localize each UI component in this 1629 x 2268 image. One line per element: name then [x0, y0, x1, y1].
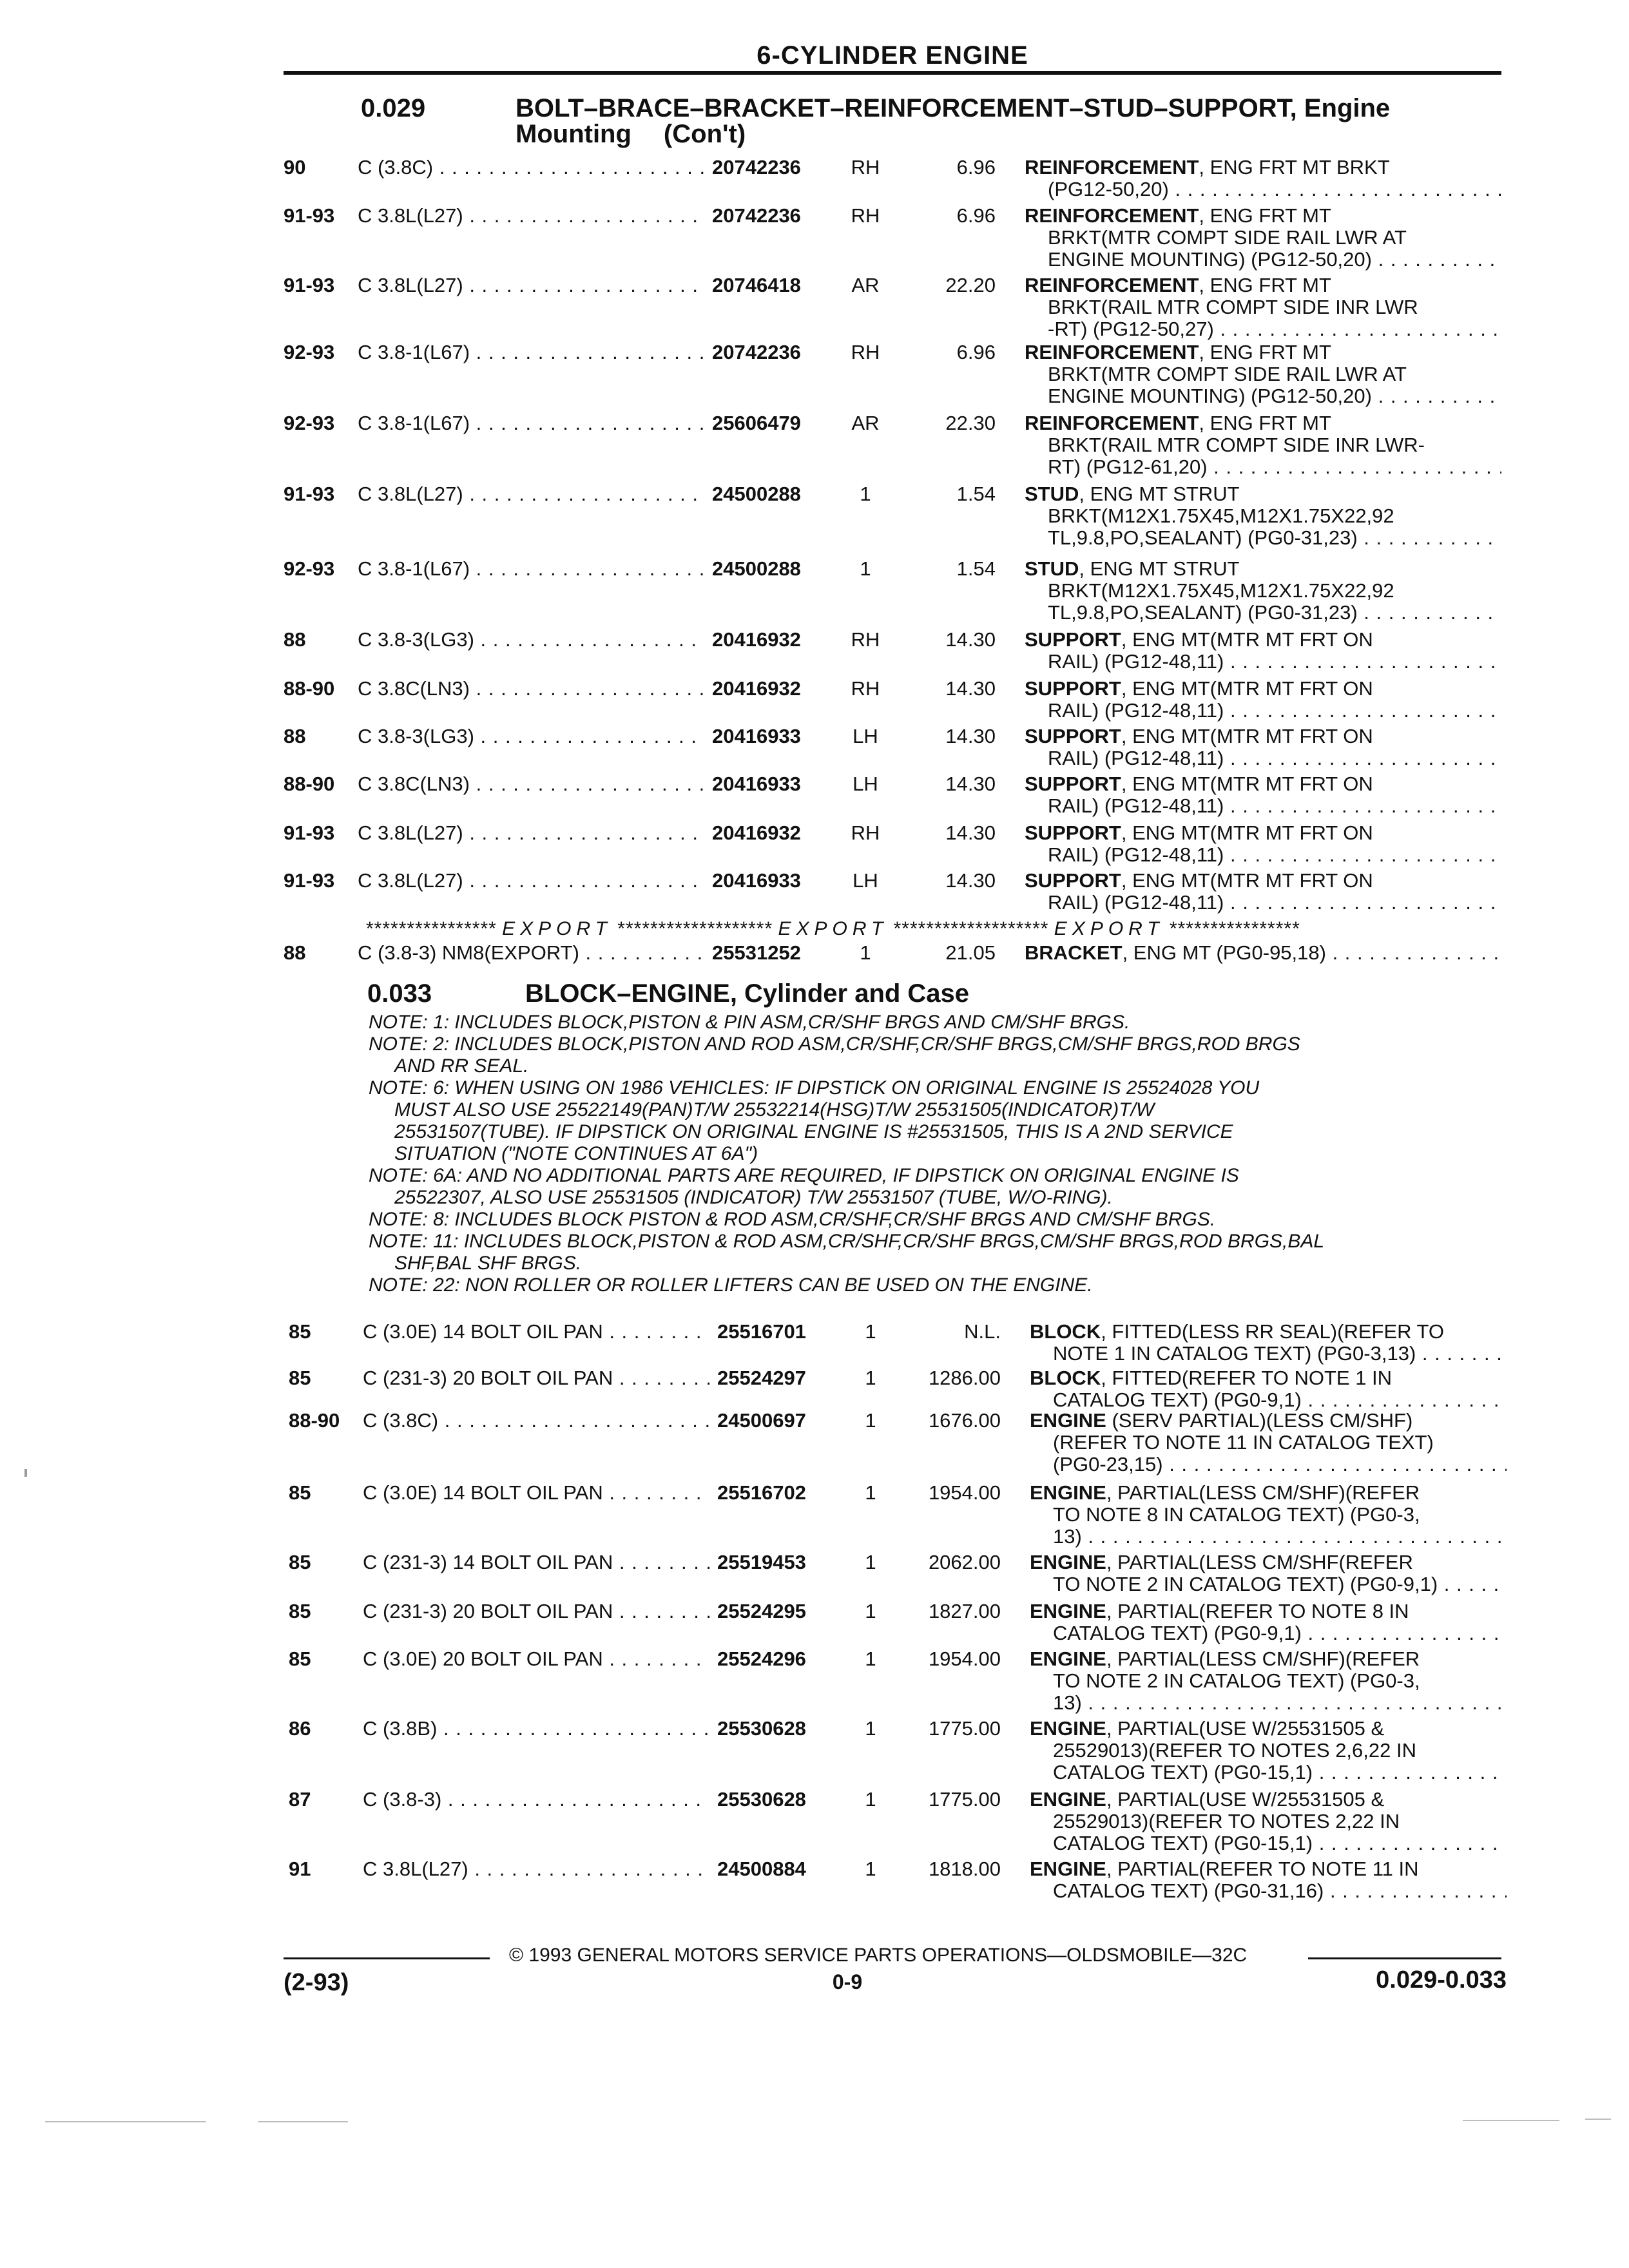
model-year: 92-93 [284, 557, 335, 580]
description-line: 13) . . . [1030, 1526, 1507, 1548]
price: 1.54 [956, 557, 996, 580]
part-number: 24500697 [717, 1409, 806, 1432]
note-line: NOTE: 22: NON ROLLER OR ROLLER LIFTERS CAN BE USED ON THE ENGINE. [369, 1274, 1093, 1296]
part-name: ENGINE [1030, 1718, 1106, 1740]
part-description [1030, 1367, 1507, 1411]
part-name: ENGINE [1030, 1552, 1106, 1573]
description-text: (SERV PARTIAL)(LESS CM/SHF) [1106, 1410, 1413, 1432]
price: N.L. [964, 1320, 1001, 1343]
description-text: , FITTED(REFER TO NOTE 1 IN [1101, 1367, 1393, 1389]
price: 2062.00 [928, 1551, 1001, 1573]
model-year: 88 [284, 941, 306, 964]
price: 1954.00 [928, 1648, 1001, 1670]
model-code: C 3.8L(L27) . . . [358, 205, 704, 227]
description-line: RAIL) (PG12-48,11) . . . [1025, 700, 1501, 722]
part-description [1025, 157, 1501, 200]
description-text: , PARTIAL(LESS CM/SHF(REFER [1106, 1552, 1413, 1573]
part-description [1030, 1718, 1507, 1783]
scan-mark [258, 2121, 348, 2122]
description-text: , ENG MT STRUT [1079, 558, 1240, 580]
quantity: 1 [860, 557, 871, 580]
part-description [1030, 1482, 1507, 1548]
price: 1676.00 [928, 1409, 1001, 1432]
part-number: 25516701 [717, 1320, 806, 1343]
part-name: STUD [1025, 558, 1079, 580]
footer-rule [1308, 1957, 1501, 1959]
part-number: 24500884 [717, 1858, 806, 1880]
model-code: C 3.8L(L27) . . . [358, 274, 704, 296]
part-number: 25531252 [712, 941, 801, 964]
description-text: , PARTIAL(LESS CM/SHF)(REFER [1106, 1482, 1420, 1504]
part-description [1030, 1648, 1507, 1714]
price: 6.96 [956, 341, 996, 363]
description-text: , ENG FRT MT [1199, 205, 1331, 227]
note-line: MUST ALSO USE 25522149(PAN)T/W 25532214(HSG)T/W 25531505(INDICATOR)T/W [394, 1099, 1155, 1120]
description-line: BRKT(M12X1.75X45,M12X1.75X22,92 [1048, 505, 1394, 527]
price: 1775.00 [928, 1788, 1001, 1811]
quantity: RH [851, 341, 880, 363]
part-name: SUPPORT [1025, 870, 1121, 892]
part-name: STUD [1025, 483, 1079, 505]
part-description [1025, 629, 1501, 673]
model-code: C (3.0E) 14 BOLT OIL PAN . . . [363, 1321, 709, 1343]
description-line: TO NOTE 2 IN CATALOG TEXT) (PG0-9,1) . . . [1030, 1573, 1507, 1595]
part-name: ENGINE [1030, 1789, 1106, 1811]
page-header: 6-CYLINDER ENGINE [757, 41, 1028, 70]
description-line [1025, 341, 1501, 363]
part-description [1025, 870, 1501, 914]
description-text: , PARTIAL(REFER TO NOTE 8 IN [1106, 1600, 1409, 1622]
part-name: SUPPORT [1025, 822, 1121, 844]
model-year: 90 [284, 156, 306, 178]
part-number: 25516702 [717, 1481, 806, 1504]
part-number: 20416932 [712, 822, 801, 844]
quantity: RH [851, 822, 880, 844]
part-number: 24500288 [712, 483, 801, 505]
description-line: TL,9.8,PO,SEALANT) (PG0-31,23) . . . [1025, 527, 1501, 549]
part-name: SUPPORT [1025, 678, 1121, 700]
description-line [1025, 773, 1501, 795]
description-line: (REFER TO NOTE 11 IN CATALOG TEXT) [1053, 1432, 1434, 1454]
description-line [1025, 157, 1501, 178]
description-text: , ENG MT(MTR MT FRT ON [1121, 822, 1373, 844]
model-code: C 3.8L(L27) . . . [358, 870, 704, 892]
description-text: , ENG MT (PG0-95,18) [1122, 942, 1326, 964]
description-line [1025, 205, 1501, 227]
description-line [1025, 629, 1501, 651]
description-text: , PARTIAL(LESS CM/SHF)(REFER [1106, 1648, 1420, 1670]
description-text: , ENG FRT MT [1199, 341, 1331, 363]
quantity: 1 [865, 1409, 876, 1432]
description-line [1025, 726, 1501, 747]
model-code: C 3.8C(LN3) . . . [358, 678, 704, 700]
export-stars: **************** [366, 918, 497, 939]
scan-mark [1463, 2120, 1559, 2121]
continued-label: (Con't) [663, 120, 746, 148]
description-line: ENGINE MOUNTING) (PG12-50,20) . . . [1025, 249, 1501, 271]
model-year: 85 [289, 1367, 311, 1389]
description-line [1030, 1718, 1507, 1740]
model-year: 88-90 [284, 773, 335, 795]
section-title: BOLT–BRACE–BRACKET–REINFORCEMENT–STUD–SUPPORT, Engine [516, 94, 1391, 122]
part-description [1030, 1552, 1507, 1595]
description-line: BRKT(M12X1.75X45,M12X1.75X22,92 [1048, 580, 1394, 602]
description-line [1025, 483, 1501, 505]
part-number: 20742236 [712, 204, 801, 227]
model-code: C 3.8L(L27) . . . [358, 483, 704, 505]
note-line: NOTE: 8: INCLUDES BLOCK PISTON & ROD ASM,CR/SHF,CR/SHF BRGS AND CM/SHF BRGS. [369, 1209, 1216, 1230]
price: 14.30 [945, 869, 996, 892]
part-number: 25524295 [717, 1600, 806, 1622]
description-line: RT) (PG12-61,20) . . . [1025, 456, 1501, 478]
quantity: AR [851, 412, 880, 434]
description-text: , ENG MT(MTR MT FRT ON [1121, 870, 1373, 892]
price: 14.30 [945, 677, 996, 700]
quantity: LH [853, 869, 878, 892]
part-number: 20416933 [712, 725, 801, 747]
description-line: BRKT(MTR COMPT SIDE RAIL LWR AT [1048, 227, 1407, 249]
description-line: TL,9.8,PO,SEALANT) (PG0-31,23) . . . [1025, 602, 1501, 624]
price: 14.30 [945, 628, 996, 651]
model-year: 91-93 [284, 869, 335, 892]
model-year: 85 [289, 1551, 311, 1573]
note-line: NOTE: 6A: AND NO ADDITIONAL PARTS ARE REQUIRED, IF DIPSTICK ON ORIGINAL ENGINE IS [369, 1165, 1239, 1186]
model-year: 85 [289, 1320, 311, 1343]
part-description [1025, 942, 1501, 964]
model-year: 91-93 [284, 822, 335, 844]
description-line: TO NOTE 8 IN CATALOG TEXT) (PG0-3, [1053, 1504, 1420, 1526]
description-line: RAIL) (PG12-48,11) . . . [1025, 892, 1501, 914]
quantity: 1 [865, 1600, 876, 1622]
quantity: 1 [865, 1367, 876, 1389]
description-text: , ENG MT(MTR MT FRT ON [1121, 678, 1373, 700]
model-code: C 3.8-1(L67) . . . [358, 558, 704, 580]
description-line: CATALOG TEXT) (PG0-31,16) . . . [1030, 1880, 1507, 1902]
description-line [1030, 1648, 1507, 1670]
part-name: ENGINE [1030, 1648, 1106, 1670]
price: 6.96 [956, 156, 996, 178]
description-line: CATALOG TEXT) (PG0-15,1) . . . [1030, 1832, 1507, 1854]
description-line: CATALOG TEXT) (PG0-15,1) . . . [1030, 1762, 1507, 1783]
part-description [1025, 678, 1501, 722]
export-stars: ******************* [617, 918, 773, 939]
part-name: ENGINE [1030, 1482, 1106, 1504]
description-line [1030, 1552, 1507, 1573]
part-name: BLOCK [1030, 1367, 1101, 1389]
note-line: NOTE: 11: INCLUDES BLOCK,PISTON & ROD ASM,CR/SHF,CR/SHF BRGS,CM/SHF BRGS,ROD BRGS,BAL [369, 1231, 1325, 1252]
description-line [1025, 412, 1501, 434]
quantity: RH [851, 677, 880, 700]
part-description [1025, 558, 1501, 624]
description-line: CATALOG TEXT) (PG0-9,1) . . . [1030, 1389, 1507, 1411]
part-number: 20746418 [712, 274, 801, 296]
quantity: 1 [865, 1717, 876, 1740]
price: 21.05 [945, 941, 996, 964]
part-name: ENGINE [1030, 1600, 1106, 1622]
part-number: 24500288 [712, 557, 801, 580]
section-title: BLOCK–ENGINE, Cylinder and Case [525, 979, 970, 1008]
note-line: NOTE: 2: INCLUDES BLOCK,PISTON AND ROD ASM,CR/SHF,CR/SHF BRGS,CM/SHF BRGS,ROD BRGS [369, 1033, 1300, 1055]
description-line: NOTE 1 IN CATALOG TEXT) (PG0-3,13) . . . [1030, 1343, 1507, 1365]
description-text: , ENG MT(MTR MT FRT ON [1121, 726, 1373, 747]
model-code: C (3.8C) . . . [363, 1410, 709, 1432]
description-line [1030, 1321, 1507, 1343]
description-line: RAIL) (PG12-48,11) . . . [1025, 651, 1501, 673]
model-year: 88-90 [289, 1409, 340, 1432]
part-description [1030, 1858, 1507, 1902]
model-code: C 3.8C(LN3) . . . [358, 773, 704, 795]
price: 22.20 [945, 274, 996, 296]
scan-mark [45, 2121, 206, 2122]
description-text: , PARTIAL(USE W/25531505 & [1106, 1789, 1385, 1811]
section-title-continued: Mounting [516, 120, 631, 148]
part-name: REINFORCEMENT [1025, 205, 1199, 227]
description-line: BRKT(RAIL MTR COMPT SIDE INR LWR- [1048, 434, 1425, 456]
quantity: 1 [865, 1481, 876, 1504]
model-year: 91-93 [284, 483, 335, 505]
price: 1954.00 [928, 1481, 1001, 1504]
model-code: C (3.0E) 14 BOLT OIL PAN . . . [363, 1482, 709, 1504]
part-description [1030, 1600, 1507, 1644]
note-line: AND RR SEAL. [394, 1055, 529, 1077]
model-year: 91-93 [284, 204, 335, 227]
note-line: 25522307, ALSO USE 25531505 (INDICATOR) T/W 25531507 (TUBE, W/O-RING). [394, 1187, 1113, 1208]
quantity: LH [853, 725, 878, 747]
part-description [1030, 1789, 1507, 1854]
price: 14.30 [945, 773, 996, 795]
model-year: 88 [284, 725, 306, 747]
description-line: BRKT(MTR COMPT SIDE RAIL LWR AT [1048, 363, 1407, 385]
description-text: , PARTIAL(REFER TO NOTE 11 IN [1106, 1858, 1419, 1880]
section-range: 0.029-0.033 [1376, 1966, 1507, 1994]
model-code: C (3.8-3) . . . [363, 1789, 709, 1811]
price: 6.96 [956, 204, 996, 227]
model-year: 91 [289, 1858, 311, 1880]
quantity: 1 [865, 1320, 876, 1343]
model-code: C 3.8L(L27) . . . [363, 1858, 709, 1880]
part-number: 25530628 [717, 1717, 806, 1740]
quantity: 1 [865, 1788, 876, 1811]
model-code: C 3.8-3(LG3) . . . [358, 726, 704, 747]
description-text: , PARTIAL(USE W/25531505 & [1106, 1718, 1385, 1740]
price: 1286.00 [928, 1367, 1001, 1389]
note-line: 25531507(TUBE). IF DIPSTICK ON ORIGINAL ENGINE IS #25531505, THIS IS A 2ND SERVICE [394, 1121, 1233, 1142]
model-year: 85 [289, 1481, 311, 1504]
description-line: CATALOG TEXT) (PG0-9,1) . . . [1030, 1622, 1507, 1644]
model-code: C (231-3) 20 BOLT OIL PAN . . . [363, 1600, 709, 1622]
scan-mark [1585, 2119, 1611, 2120]
description-line [1025, 274, 1501, 296]
scan-mark [24, 1469, 27, 1477]
quantity: RH [851, 204, 880, 227]
part-name: ENGINE [1030, 1858, 1106, 1880]
model-code: C (231-3) 20 BOLT OIL PAN . . . [363, 1367, 709, 1389]
part-name: REINFORCEMENT [1025, 412, 1199, 434]
description-line: RAIL) (PG12-48,11) . . . [1025, 795, 1501, 817]
part-description [1025, 205, 1501, 271]
note-line: SHF,BAL SHF BRGS. [394, 1253, 582, 1274]
export-label: EXPORT [502, 918, 612, 939]
description-line: -RT) (PG12-50,27) . . . [1025, 318, 1501, 340]
description-line [1030, 1367, 1507, 1389]
model-code: C 3.8-3(LG3) . . . [358, 629, 704, 651]
part-description [1030, 1321, 1507, 1365]
export-label: EXPORT [778, 918, 889, 939]
quantity: 1 [865, 1648, 876, 1670]
part-description [1025, 483, 1501, 549]
part-description [1025, 773, 1501, 817]
part-number: 25530628 [717, 1788, 806, 1811]
description-line [1025, 558, 1501, 580]
description-text: , FITTED(LESS RR SEAL)(REFER TO [1101, 1321, 1445, 1343]
description-line: ENGINE MOUNTING) (PG12-50,20) . . . [1025, 385, 1501, 407]
description-line: RAIL) (PG12-48,11) . . . [1025, 747, 1501, 769]
quantity: LH [853, 773, 878, 795]
description-text: , ENG FRT MT BRKT [1199, 157, 1390, 178]
part-number: 25524296 [717, 1648, 806, 1670]
description-line [1025, 942, 1501, 964]
part-number: 20416933 [712, 773, 801, 795]
part-number: 20416932 [712, 628, 801, 651]
part-description [1025, 822, 1501, 866]
section-number: 0.029 [361, 94, 426, 122]
model-year: 92-93 [284, 412, 335, 434]
description-line: 25529013)(REFER TO NOTES 2,6,22 IN [1053, 1740, 1416, 1762]
part-name: SUPPORT [1025, 773, 1121, 795]
price: 1818.00 [928, 1858, 1001, 1880]
part-description [1025, 274, 1501, 340]
description-line [1025, 822, 1501, 844]
quantity: 1 [860, 941, 871, 964]
price: 1827.00 [928, 1600, 1001, 1622]
part-name: SUPPORT [1025, 726, 1121, 747]
part-description [1025, 726, 1501, 769]
description-text: , ENG FRT MT [1199, 274, 1331, 296]
note-line: NOTE: 6: WHEN USING ON 1986 VEHICLES: IF DIPSTICK ON ORIGINAL ENGINE IS 25524028 YOU [369, 1077, 1260, 1099]
part-number: 20416932 [712, 677, 801, 700]
description-line [1025, 678, 1501, 700]
price: 22.30 [945, 412, 996, 434]
description-text: , ENG FRT MT [1199, 412, 1331, 434]
description-line: (PG0-23,15) . . . [1030, 1454, 1507, 1475]
model-year: 88 [284, 628, 306, 651]
model-year: 87 [289, 1788, 311, 1811]
price: 14.30 [945, 822, 996, 844]
model-year: 92-93 [284, 341, 335, 363]
export-label: EXPORT [1054, 918, 1164, 939]
description-text: , ENG MT(MTR MT FRT ON [1121, 773, 1373, 795]
model-code: C 3.8-1(L67) . . . [358, 341, 704, 363]
description-line: RAIL) (PG12-48,11) . . . [1025, 844, 1501, 866]
model-code: C (3.8B) . . . [363, 1718, 709, 1740]
export-stars: ******************* [893, 918, 1049, 939]
part-name: REINFORCEMENT [1025, 274, 1199, 296]
quantity: 1 [865, 1551, 876, 1573]
quantity: AR [851, 274, 880, 296]
part-name: BRACKET [1025, 942, 1123, 964]
part-name: REINFORCEMENT [1025, 157, 1199, 178]
model-code: C (231-3) 14 BOLT OIL PAN . . . [363, 1552, 709, 1573]
model-code: C (3.8-3) NM8(EXPORT) . . . [358, 942, 704, 964]
part-number: 20416933 [712, 869, 801, 892]
part-number: 20742236 [712, 156, 801, 178]
description-line: BRKT(RAIL MTR COMPT SIDE INR LWR [1048, 296, 1418, 318]
model-year: 85 [289, 1600, 311, 1622]
model-code: C 3.8-1(L67) . . . [358, 412, 704, 434]
part-name: REINFORCEMENT [1025, 341, 1199, 363]
description-text: , ENG MT STRUT [1079, 483, 1240, 505]
section-title-line2 [516, 121, 746, 147]
catalog-notes [369, 1012, 1516, 1296]
description-line [1030, 1482, 1507, 1504]
part-number: 25606479 [712, 412, 801, 434]
model-year: 86 [289, 1717, 311, 1740]
note-line: SITUATION ("NOTE CONTINUES AT 6A") [394, 1143, 758, 1164]
part-name: BLOCK [1030, 1321, 1101, 1343]
part-name: ENGINE [1030, 1410, 1106, 1432]
description-line [1030, 1789, 1507, 1811]
export-stars: **************** [1169, 918, 1300, 939]
description-line [1030, 1410, 1507, 1432]
model-year: 88-90 [284, 677, 335, 700]
part-number: 20742236 [712, 341, 801, 363]
description-line: 25529013)(REFER TO NOTES 2,22 IN [1053, 1811, 1400, 1832]
export-banner [366, 918, 1500, 940]
description-line [1030, 1600, 1507, 1622]
header-rule [284, 71, 1501, 75]
part-description [1025, 341, 1501, 407]
part-description [1030, 1410, 1507, 1475]
part-name: SUPPORT [1025, 629, 1121, 651]
part-number: 25524297 [717, 1367, 806, 1389]
description-line: (PG12-50,20) . . . [1025, 178, 1501, 200]
description-line: 13) . . . [1030, 1692, 1507, 1714]
model-code: C 3.8L(L27) . . . [358, 822, 704, 844]
quantity: RH [851, 156, 880, 178]
revision-date: (2-93) [284, 1969, 349, 1996]
model-code: C (3.0E) 20 BOLT OIL PAN . . . [363, 1648, 709, 1670]
description-text: , ENG MT(MTR MT FRT ON [1121, 629, 1373, 651]
section-number: 0.033 [367, 979, 432, 1008]
note-line: NOTE: 1: INCLUDES BLOCK,PISTON & PIN ASM,CR/SHF BRGS AND CM/SHF BRGS. [369, 1012, 1130, 1033]
quantity: 1 [865, 1858, 876, 1880]
footer-rule [284, 1957, 490, 1959]
quantity: 1 [860, 483, 871, 505]
price: 1775.00 [928, 1717, 1001, 1740]
model-year: 85 [289, 1648, 311, 1670]
model-code: C (3.8C) . . . [358, 157, 704, 178]
price: 14.30 [945, 725, 996, 747]
part-number: 25519453 [717, 1551, 806, 1573]
description-line: TO NOTE 2 IN CATALOG TEXT) (PG0-3, [1053, 1670, 1420, 1692]
description-line [1025, 870, 1501, 892]
model-year: 91-93 [284, 274, 335, 296]
quantity: RH [851, 628, 880, 651]
page-number: 0-9 [832, 1970, 863, 1994]
footer-copyright: © 1993 GENERAL MOTORS SERVICE PARTS OPERATIONS—OLDSMOBILE—32C [509, 1945, 1248, 1966]
part-description [1025, 412, 1501, 478]
price: 1.54 [956, 483, 996, 505]
description-line [1030, 1858, 1507, 1880]
